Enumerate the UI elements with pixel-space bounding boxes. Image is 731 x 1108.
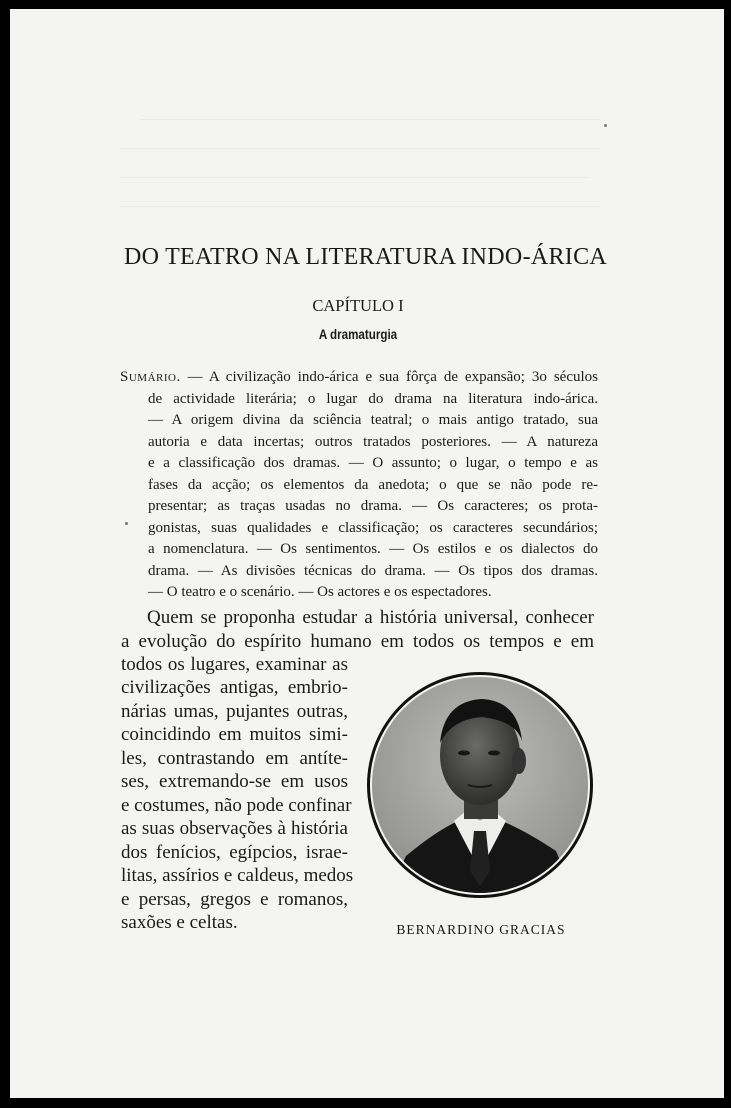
print-speck bbox=[604, 124, 607, 127]
print-speck bbox=[125, 522, 128, 525]
show-through-texture bbox=[120, 80, 620, 270]
summary-line: presentar; as traças usadas no drama. — Os caracteres; os prota- bbox=[148, 498, 598, 514]
body-line: saxões e celtas. bbox=[121, 912, 238, 933]
summary-line: drama. — As divisões técnicas do drama. — Os tipos dos dramas. bbox=[148, 562, 598, 579]
body-line: les, contrastando em antíte- bbox=[121, 747, 348, 769]
body-paragraph-intro bbox=[121, 606, 594, 677]
summary-line: autoria e data incertas; outros tratados posteriores. — A natureza bbox=[148, 433, 598, 450]
section-subtitle: A dramaturgia bbox=[318, 327, 398, 342]
page-title: DO TEATRO NA LITERATURA INDO-ÁRICA bbox=[123, 244, 608, 270]
body-line: coincidindo em muitos simi- bbox=[121, 724, 348, 745]
body-line: litas, assírios e caldeus, medos bbox=[121, 865, 354, 886]
summary-line: gonistas, suas qualidades e classificação; os caracteres secundários; bbox=[148, 519, 598, 536]
summary-line: Sumário. — A civilização indo-árica e sua fôrça de expansão; 3o séculos bbox=[120, 369, 598, 385]
body-line: a evolução do espírito humano em todos os tempos e em bbox=[121, 630, 594, 652]
body-paragraph-column bbox=[121, 676, 354, 935]
summary-line: e a classificação dos dramas. — O assunto; o lugar, o tempo e as bbox=[148, 455, 598, 471]
summary-line: — O teatro e o scenário. — Os actores e os espectadores. bbox=[148, 584, 492, 600]
chapter-heading: CAPÍTULO I bbox=[312, 296, 404, 315]
summary-line: fases da acção; os elementos da anedota; o que se não pode re- bbox=[148, 476, 598, 493]
body-line: nárias umas, pujantes outras, bbox=[121, 700, 348, 722]
body-line: Quem se proponha estudar a história universal, conhecer bbox=[147, 607, 594, 628]
body-line: civilizações antigas, embrio- bbox=[121, 677, 348, 698]
portrait-caption: BERNARDINO GRACIAS bbox=[396, 922, 566, 937]
summary-line: — A origem divina da sciência teatral; o mais antigo tratado, sua bbox=[148, 412, 598, 428]
body-line: ses, extremando-se em usos bbox=[121, 771, 348, 792]
portrait-photo bbox=[366, 671, 594, 899]
body-line: todos os lugares, examinar as bbox=[121, 654, 348, 675]
summary-line: a nomenclatura. — Os sentimentos. — Os estilos e os dialectos do bbox=[148, 541, 598, 557]
body-line: e costumes, não pode confinar bbox=[121, 794, 352, 816]
summary-label: Sumário. bbox=[120, 369, 181, 385]
body-line: dos fenícios, egípcios, israe- bbox=[121, 841, 348, 863]
body-line: as suas observações à história bbox=[121, 818, 348, 839]
chapter-summary bbox=[120, 367, 598, 604]
body-line: e persas, gregos e romanos, bbox=[121, 888, 348, 910]
summary-line: de actividade literária; o lugar do drama na literatura indo-árica. bbox=[148, 390, 598, 407]
